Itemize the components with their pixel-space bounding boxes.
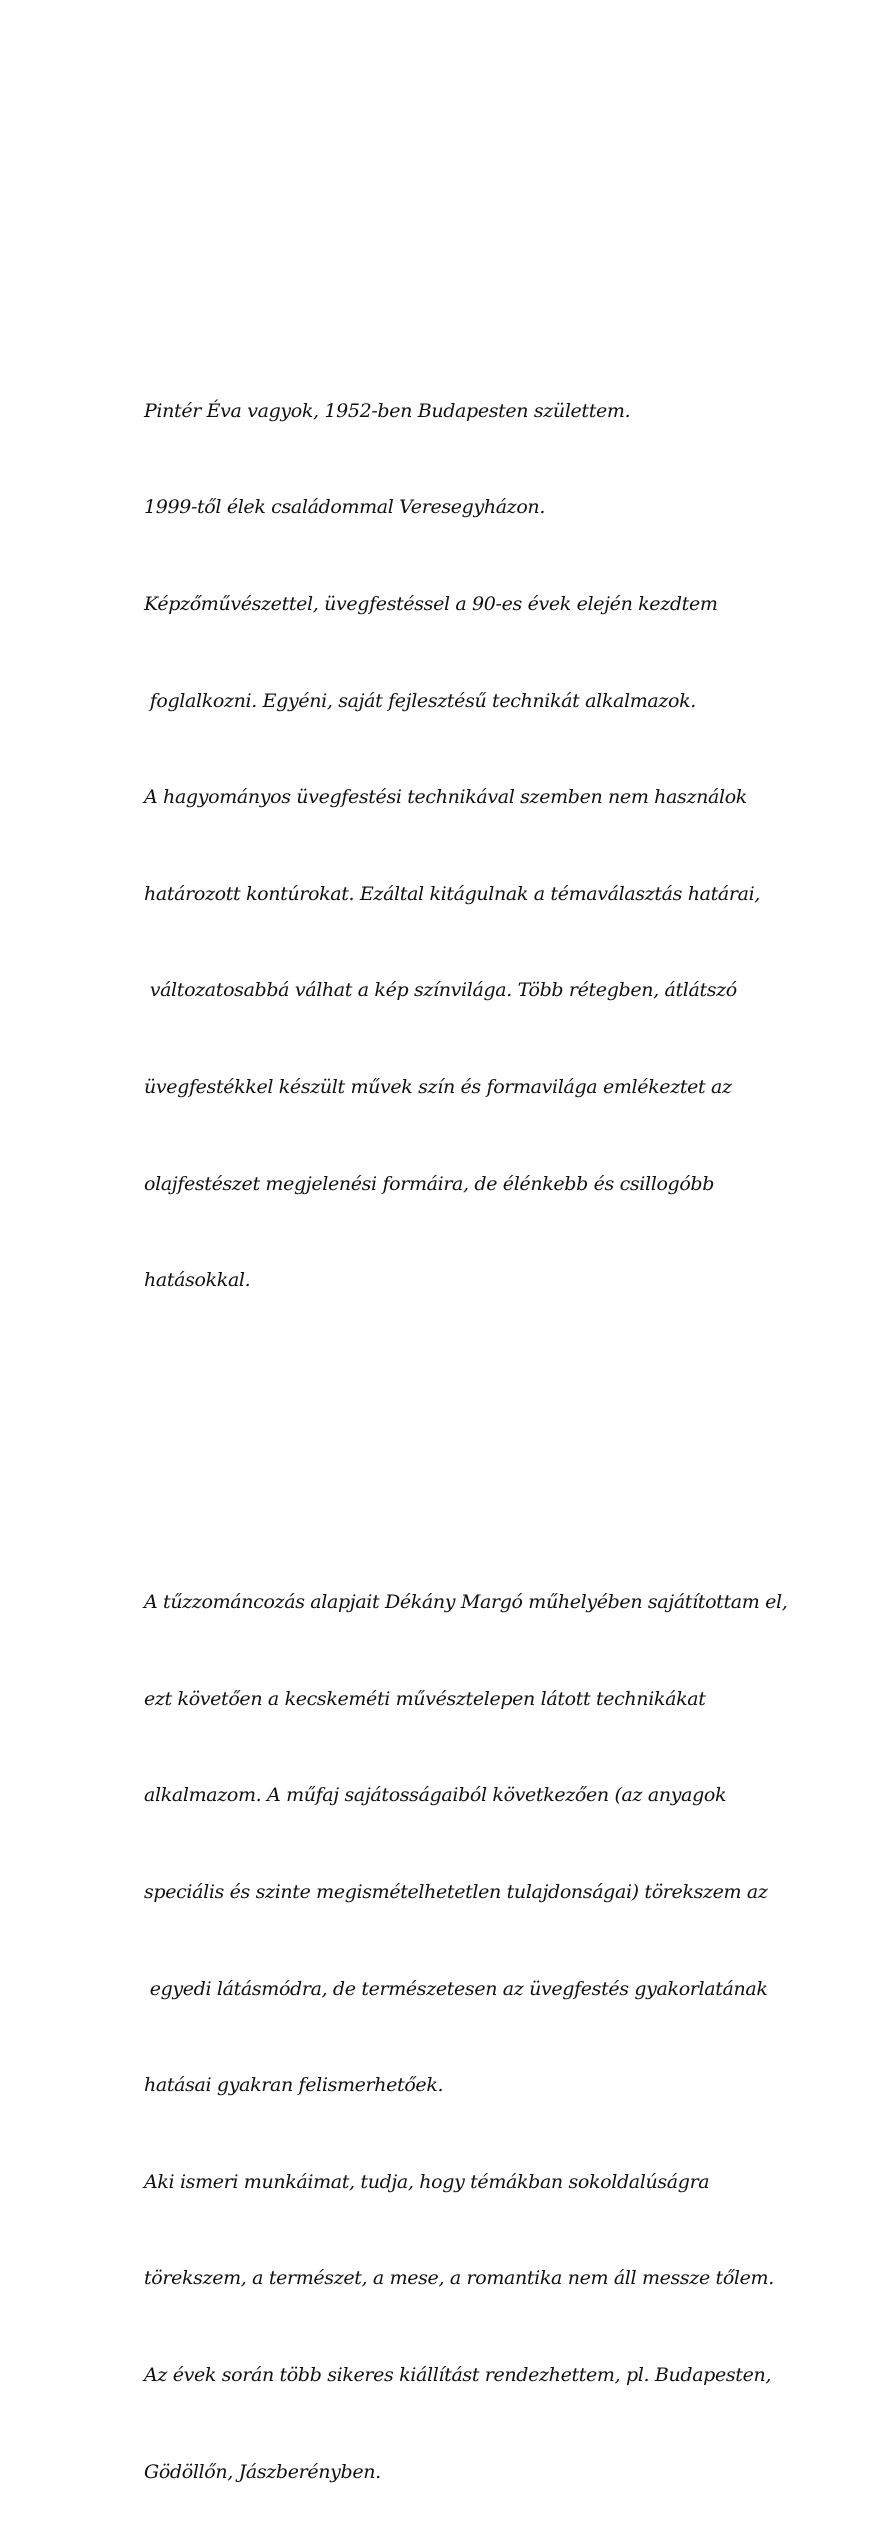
text-line: olajfestészet megjelenési formáira, de élénkebb és csillogóbb xyxy=(144,1172,715,1195)
text-line: Az évek során több sikeres kiállítást rendezhettem, pl. Budapesten, xyxy=(144,2363,772,2386)
text-line: hatásokkal. xyxy=(144,1269,251,1292)
text-line: Gödöllőn, Jászberényben. xyxy=(144,2460,381,2483)
text-line: Aki ismeri munkáimat, tudja, hogy témákban sokoldalúságra xyxy=(144,2170,710,2193)
text-line: egyedi látásmódra, de természetesen az üvegfestés gyakorlatának xyxy=(144,1977,768,2000)
text-line: speciális és szinte megismételhetetlen tulajdonságai) törekszem az xyxy=(144,1880,768,1903)
text-line: ezt követően a kecskeméti művésztelepen látott technikákat xyxy=(144,1687,706,1710)
text-line: foglalkozni. Egyéni, saját fejlesztésű technikát alkalmazok. xyxy=(144,689,696,712)
text-line: üvegfestékkel készült művek szín és formavilága emlékeztet az xyxy=(144,1075,732,1098)
text-line: alkalmazom. A műfaj sajátosságaiból következően (az anyagok xyxy=(144,1784,727,1807)
text-line: Képzőművészettel, üvegfestéssel a 90-es évek elején kezdtem xyxy=(144,593,718,615)
paragraph-gap xyxy=(144,1425,864,1457)
text-line: A tűzzománcozás alapjait Dékány Margó műhelyében sajátítottam el, xyxy=(144,1591,788,1614)
biography-text xyxy=(144,266,864,2526)
text-line: 1999-től élek családommal Veresegyházon. xyxy=(144,496,546,519)
text-line: Pintér Éva vagyok, 1952-ben Budapesten születtem. xyxy=(144,399,631,422)
text-line: hatásai gyakran felismerhetőek. xyxy=(144,2074,444,2097)
text-line: határozott kontúrokat. Ezáltal kitágulnak a témaválasztás határai, xyxy=(144,882,760,905)
paragraph-enamel xyxy=(144,1522,864,2526)
paragraph-intro xyxy=(144,330,864,1360)
text-line: A hagyományos üvegfestési technikával szemben nem használok xyxy=(144,786,747,809)
text-line: törekszem, a természet, a mese, a romantika nem áll messze tőlem. xyxy=(144,2267,774,2290)
text-line: változatosabbá válhat a kép színvilága. Több rétegben, átlátszó xyxy=(144,979,737,1002)
